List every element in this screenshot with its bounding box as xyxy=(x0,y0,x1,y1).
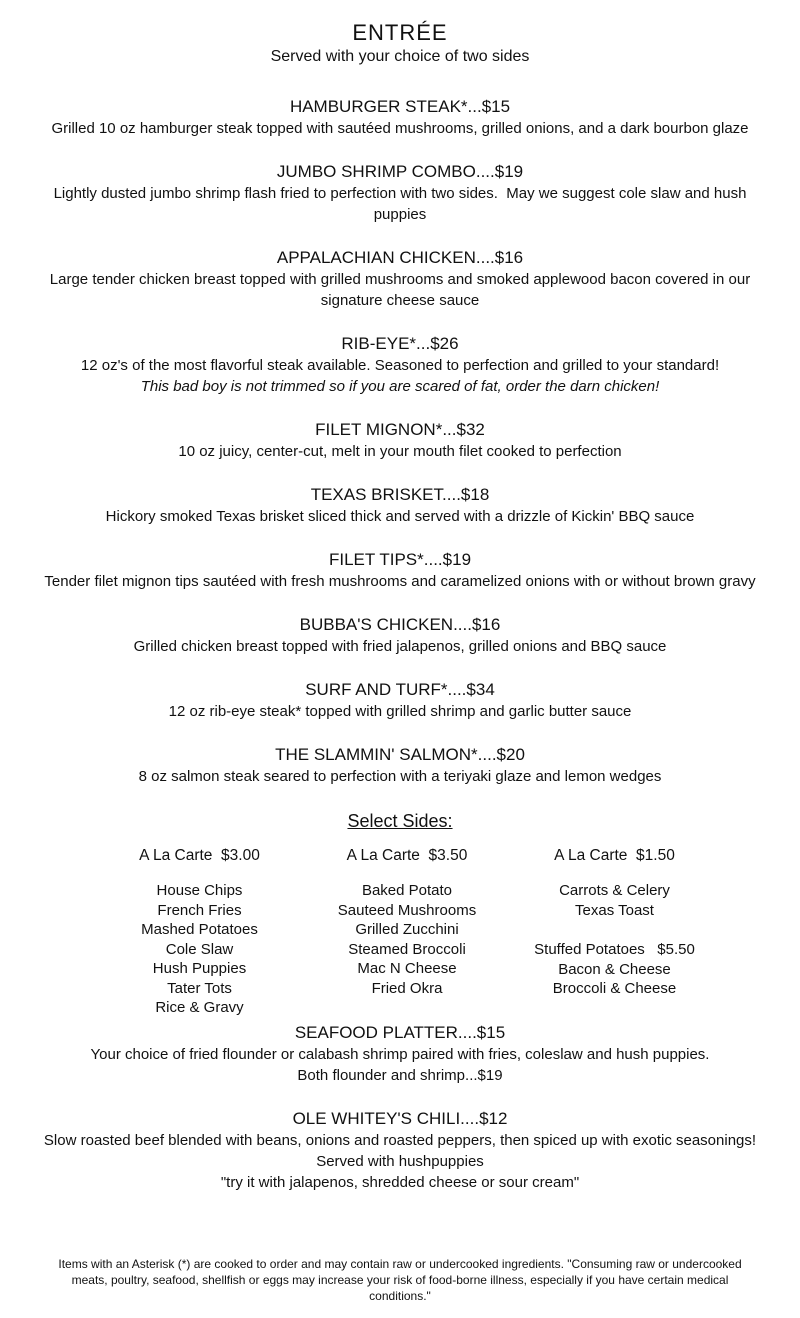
item-name: OLE WHITEY'S CHILI....$12 xyxy=(292,1108,508,1128)
menu-item-hamburger-steak xyxy=(40,96,760,139)
sides-grid xyxy=(14,845,800,1018)
item-name: THE SLAMMIN' SALMON*....$20 xyxy=(275,745,525,764)
item-description: Your choice of fried flounder or calabash shrimp paired with fries, coleslaw and hush puppies. xyxy=(90,1045,710,1063)
item-description: 12 oz's of the most flavorful steak available. Seasoned to perfection and grilled to your standard! xyxy=(80,357,720,374)
sides-column-3-50-dollar xyxy=(307,845,507,1018)
menu-item-texas-brisket xyxy=(40,484,760,527)
sides-column-header: A La Carte $3.00 xyxy=(139,847,260,864)
sides-heading: Select Sides: xyxy=(347,811,453,831)
menu-item-rib-eye xyxy=(40,333,760,397)
asterisk-disclaimer: Items with an Asterisk (*) are cooked to order and may contain raw or undercooked ingredients. "Consuming raw or undercooked meats, poultry, seafood, shellfish or eggs may increase your risk of food-borne illness, especially if you have certain medical conditions." xyxy=(58,1257,742,1303)
menu-item-jumbo-shrimp-combo xyxy=(40,161,760,225)
item-description-line2: Both flounder and shrimp...$19 xyxy=(297,1066,503,1084)
side-item: Cole Slaw xyxy=(165,940,234,958)
menu-item-surf-and-turf xyxy=(40,679,760,722)
sides-column-3-dollar xyxy=(92,845,307,1018)
side-item: French Fries xyxy=(157,901,242,919)
side-item: Grilled Zucchini xyxy=(355,921,459,938)
item-description: Lightly dusted jumbo shrimp flash fried to perfection with two sides. May we suggest cole slaw and hush puppies xyxy=(53,185,751,223)
menu-item-slammin-salmon xyxy=(40,744,760,787)
item-description: Grilled chicken breast topped with fried jalapenos, grilled onions and BBQ sauce xyxy=(133,638,667,655)
side-item: Rice & Gravy xyxy=(155,999,244,1016)
item-name: SEAFOOD PLATTER....$15 xyxy=(294,1022,506,1042)
item-description: Slow roasted beef blended with beans, onions and roasted peppers, then spiced up with exotic seasonings! Served with hushpuppies xyxy=(43,1131,765,1170)
item-description: Large tender chicken breast topped with grilled mushrooms and smoked applewood bacon covered in our signature cheese sauce xyxy=(49,271,755,309)
item-description: 10 oz juicy, center-cut, melt in your mouth filet cooked to perfection xyxy=(178,443,622,460)
menu-item-seafood-platter xyxy=(40,1022,760,1086)
side-item: Broccoli & Cheese xyxy=(552,980,677,997)
item-description: Tender filet mignon tips sautéed with fresh mushrooms and caramelized onions with or without brown gravy xyxy=(44,573,756,590)
side-item: Tater Tots xyxy=(167,979,232,997)
side-item: Steamed Broccoli xyxy=(348,940,466,958)
side-item: Baked Potato xyxy=(361,882,453,899)
page-title: ENTRÉE xyxy=(352,20,448,45)
item-name: APPALACHIAN CHICKEN....$16 xyxy=(276,248,524,267)
item-description: 12 oz rib-eye steak* topped with grilled shrimp and garlic butter sauce xyxy=(168,703,632,720)
side-item: Texas Toast xyxy=(575,901,654,919)
item-quote: "try it with jalapenos, shredded cheese or sour cream" xyxy=(220,1173,580,1191)
sides-column-header: A La Carte $1.50 xyxy=(554,847,675,864)
sides-column-1-50-dollar xyxy=(507,845,722,1018)
menu-item-ole-whiteys-chili xyxy=(40,1108,765,1193)
sides-column-header: A La Carte $3.50 xyxy=(346,847,468,864)
footer xyxy=(0,1256,800,1304)
item-description: Grilled 10 oz hamburger steak topped with sautéed mushrooms, grilled onions, and a dark bourbon glaze xyxy=(51,120,749,137)
item-name: BUBBA'S CHICKEN....$16 xyxy=(299,615,501,634)
stuffed-potatoes-group xyxy=(507,940,722,999)
item-name: FILET TIPS*....$19 xyxy=(328,550,472,569)
menu-item-filet-mignon xyxy=(40,419,760,462)
item-description: Hickory smoked Texas brisket sliced thick and served with a drizzle of Kickin' BBQ sauce xyxy=(105,508,695,525)
item-note: This bad boy is not trimmed so if you are scared of fat, order the darn chicken! xyxy=(140,378,660,395)
side-item: Mashed Potatoes xyxy=(141,921,258,938)
item-name: FILET MIGNON*...$32 xyxy=(315,420,485,439)
side-item: Bacon & Cheese xyxy=(558,960,671,978)
item-name: TEXAS BRISKET....$18 xyxy=(310,485,490,504)
item-name: SURF AND TURF*....$34 xyxy=(305,680,495,699)
side-item: Fried Okra xyxy=(371,979,443,997)
stuffed-potatoes-header: Stuffed Potatoes $5.50 xyxy=(534,941,695,958)
side-item: House Chips xyxy=(156,882,243,899)
menu-item-appalachian-chicken xyxy=(40,247,760,311)
item-description: 8 oz salmon steak seared to perfection with a teriyaki glaze and lemon wedges xyxy=(138,768,662,785)
menu-item-filet-tips xyxy=(40,549,760,592)
page-subtitle: Served with your choice of two sides xyxy=(270,48,530,65)
side-item: Sauteed Mushrooms xyxy=(337,901,477,919)
side-item: Carrots & Celery xyxy=(559,882,670,899)
side-item: Mac N Cheese xyxy=(357,960,457,977)
item-name: RIB-EYE*...$26 xyxy=(341,334,459,353)
side-item: Hush Puppies xyxy=(152,960,247,977)
item-name: JUMBO SHRIMP COMBO....$19 xyxy=(276,162,524,181)
menu-item-bubbas-chicken xyxy=(40,614,760,657)
item-name: HAMBURGER STEAK*...$15 xyxy=(289,97,511,116)
